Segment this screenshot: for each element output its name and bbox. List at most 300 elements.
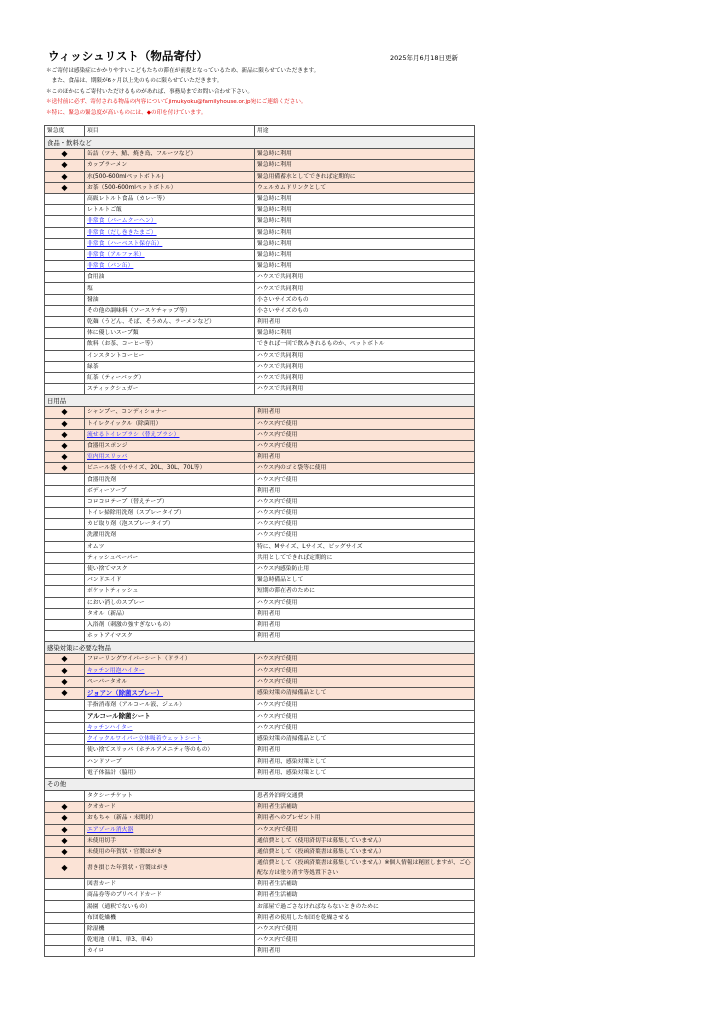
table-row	[45, 508, 475, 519]
item-cell	[85, 407, 255, 418]
item-name: レトルトご飯	[87, 207, 122, 214]
item-cell	[85, 227, 255, 238]
table-row	[45, 687, 475, 699]
urgency-cell	[45, 767, 85, 778]
item-name: トイレクイックル（除菌用）	[87, 420, 162, 427]
urgency-cell	[45, 193, 85, 204]
urgency-cell	[45, 631, 85, 642]
urgency-cell	[45, 328, 85, 339]
item-name: ビニール袋（小サイズ、20L、30L、70L等）	[87, 465, 206, 472]
urgency-diamond-icon: ◆	[45, 665, 85, 676]
table-row	[45, 238, 475, 249]
item-cell	[85, 339, 255, 350]
urgency-diamond-icon: ◆	[45, 149, 85, 160]
table-row	[45, 305, 475, 316]
category-label: 感染対策に必要な物品	[45, 642, 475, 654]
urgency-cell	[45, 530, 85, 541]
table-row	[45, 586, 475, 597]
item-cell	[85, 597, 255, 608]
urgency-cell	[45, 361, 85, 372]
urgency-cell	[45, 890, 85, 901]
item-name: 除湿機	[87, 925, 105, 932]
table-row	[45, 901, 475, 912]
item-cell	[85, 687, 255, 699]
item-cell	[85, 272, 255, 283]
item-name: 手指消毒剤（アルコール液、ジェル）	[87, 701, 186, 708]
note-line: ＊送付前に必ず、寄付される物品の内容についてjimukyoku@familyhouse.or.jp宛にご連絡ください。	[46, 99, 307, 106]
item-link[interactable]: 室内用スリッパ	[87, 454, 128, 461]
category-label: その他	[45, 778, 475, 790]
use-cell: ハウス内で使用	[255, 496, 475, 507]
urgency-cell	[45, 619, 85, 630]
item-cell	[85, 563, 255, 574]
item-name: 洗濯用洗剤	[87, 532, 116, 539]
table-row	[45, 790, 475, 801]
urgency-diamond-icon: ◆	[45, 452, 85, 463]
urgency-cell	[45, 586, 85, 597]
urgency-diamond-icon: ◆	[45, 407, 85, 418]
item-cell	[85, 575, 255, 586]
urgency-diamond-icon: ◆	[45, 813, 85, 824]
urgency-diamond-icon: ◆	[45, 824, 85, 835]
item-name: 塩	[87, 285, 93, 292]
item-cell	[85, 317, 255, 328]
item-name: ハンドソープ	[87, 758, 122, 765]
table-row	[45, 407, 475, 418]
item-name: におい消しのスプレー	[87, 599, 145, 606]
table-row	[45, 835, 475, 846]
urgency-diamond-icon: ◆	[45, 429, 85, 440]
item-cell	[85, 631, 255, 642]
item-cell	[85, 508, 255, 519]
use-cell: ハウス内で使用	[255, 665, 475, 676]
use-cell: ハウスで共同利用	[255, 272, 475, 283]
item-cell	[85, 440, 255, 451]
item-name: 入浴剤（刺激の強すぎないもの）	[87, 621, 174, 628]
use-cell: 共用としてできれば定期的に	[255, 552, 475, 563]
urgency-cell	[45, 485, 85, 496]
item-name: 高級レトルト食品（カレー等）	[87, 196, 169, 203]
urgency-cell	[45, 901, 85, 912]
urgency-cell	[45, 946, 85, 957]
table-row	[45, 879, 475, 890]
item-link[interactable]: キッチンハイター	[87, 725, 133, 732]
table-row	[45, 227, 475, 238]
table-row	[45, 676, 475, 687]
urgency-diamond-icon: ◆	[45, 160, 85, 171]
note-line: ＊ご寄付は感染症にかかりやすいこどもたちの滞在が前提となっているため、新品に限らせていただきます。	[46, 68, 320, 74]
table-row	[45, 171, 475, 182]
table-row	[45, 328, 475, 339]
use-cell: 小さいサイズのもの	[255, 294, 475, 305]
item-cell	[85, 519, 255, 530]
table-row	[45, 912, 475, 923]
item-name: 書き損じた年賀状・官製はがき	[87, 865, 169, 872]
use-cell: 利用者生活補助	[255, 802, 475, 813]
urgency-cell	[45, 317, 85, 328]
table-row	[45, 654, 475, 665]
use-cell: 緊急時に利用	[255, 149, 475, 160]
use-cell: できれば一回で飲みきれるものか、ペットボトル	[255, 339, 475, 350]
item-cell	[85, 586, 255, 597]
use-cell: ハウス内で使用	[255, 923, 475, 934]
item-name: 使い捨てマスク	[87, 566, 128, 573]
table-row	[45, 440, 475, 451]
use-cell: 緊急用備蓄水としてできれば定期的に	[255, 171, 475, 182]
use-cell: 緊急時に利用	[255, 160, 475, 171]
use-cell: ハウス内で使用	[255, 935, 475, 946]
table-row	[45, 619, 475, 630]
item-cell	[85, 756, 255, 767]
category-row	[45, 642, 475, 654]
table-row	[45, 149, 475, 160]
use-cell: ハウス内で使用	[255, 440, 475, 451]
item-cell	[85, 946, 255, 957]
item-cell	[85, 723, 255, 734]
use-cell: ハウス内で使用	[255, 699, 475, 710]
table-row	[45, 429, 475, 440]
use-cell: ハウス内のゴミ袋等に使用	[255, 463, 475, 474]
item-cell	[85, 879, 255, 890]
urgency-cell	[45, 923, 85, 934]
urgency-cell	[45, 238, 85, 249]
item-link[interactable]: エアゾール消火器	[87, 826, 134, 833]
category-label: 食品・飲料など	[45, 137, 475, 149]
table-row	[45, 339, 475, 350]
item-link[interactable]: 非常食（パン缶）	[87, 263, 134, 270]
item-cell	[85, 372, 255, 383]
item-cell	[85, 901, 255, 912]
item-link[interactable]: キッチン用泡ハイター	[87, 667, 145, 674]
table-row	[45, 846, 475, 857]
item-cell	[85, 935, 255, 946]
item-name: 乾麺（うどん、そば、そうめん、ラーメンなど）	[87, 319, 215, 326]
item-name: 緑茶	[87, 363, 99, 370]
use-cell: ハウス内で使用	[255, 429, 475, 440]
table-row	[45, 608, 475, 619]
item-link[interactable]: 非常食（ハーベスト保存缶）	[87, 240, 163, 247]
table-row	[45, 317, 475, 328]
urgency-diamond-icon: ◆	[45, 182, 85, 193]
use-cell: 利用者用	[255, 631, 475, 642]
table-header	[45, 126, 475, 137]
urgency-cell	[45, 305, 85, 316]
item-cell	[85, 813, 255, 824]
urgency-diamond-icon: ◆	[45, 171, 85, 182]
item-cell	[85, 328, 255, 339]
urgency-cell	[45, 745, 85, 756]
table-row	[45, 519, 475, 530]
table-row	[45, 485, 475, 496]
table-row	[45, 418, 475, 429]
item-name: アルコール除菌シート	[87, 712, 151, 720]
table-row	[45, 249, 475, 260]
table-row	[45, 552, 475, 563]
use-cell: ハウス内で使用	[255, 676, 475, 687]
item-link[interactable]: 非常食（バームクーヘン）	[87, 218, 157, 225]
table-row	[45, 272, 475, 283]
table-row	[45, 935, 475, 946]
use-cell: ハウス内で使用	[255, 597, 475, 608]
item-name: 商品券等のプリペイドカード	[87, 892, 162, 899]
item-cell	[85, 384, 255, 395]
item-cell	[85, 463, 255, 474]
table-row	[45, 193, 475, 204]
use-cell: 利用者用	[255, 407, 475, 418]
item-cell	[85, 923, 255, 934]
item-name: ティッシュペーパー	[87, 554, 139, 561]
category-row	[45, 778, 475, 790]
use-cell: 通信費として（使用済切手は募集していません）	[255, 835, 475, 846]
item-cell	[85, 216, 255, 227]
item-name: 電子体温計（脇用）	[87, 769, 140, 776]
use-cell: 利用者用、感染対策として	[255, 756, 475, 767]
use-cell: ハウス内で使用	[255, 723, 475, 734]
item-cell	[85, 912, 255, 923]
item-cell	[85, 858, 255, 879]
urgency-diamond-icon: ◆	[45, 654, 85, 665]
item-cell	[85, 530, 255, 541]
item-link[interactable]: 非常食（アルファ米）	[87, 251, 145, 258]
item-name: 食器用洗剤	[87, 476, 116, 483]
table-row	[45, 384, 475, 395]
item-cell	[85, 619, 255, 630]
item-name: コロコロテープ（替えテープ）	[87, 498, 168, 505]
use-cell: ハウスで共同利用	[255, 283, 475, 294]
table-row	[45, 294, 475, 305]
urgency-cell	[45, 216, 85, 227]
table-row	[45, 756, 475, 767]
table-row	[45, 361, 475, 372]
use-cell: 特に、Mサイズ、Lサイズ、ビッグサイズ	[255, 541, 475, 552]
item-cell	[85, 238, 255, 249]
item-cell	[85, 496, 255, 507]
item-cell	[85, 418, 255, 429]
item-name: バンドエイド	[87, 577, 122, 584]
table-row	[45, 474, 475, 485]
use-cell: ハウス内で使用	[255, 824, 475, 835]
item-name: タクシーチケット	[87, 793, 133, 800]
table-row	[45, 283, 475, 294]
table-row	[45, 665, 475, 676]
item-cell	[85, 474, 255, 485]
use-cell: 利用者用	[255, 745, 475, 756]
use-cell: ハウス内で使用	[255, 508, 475, 519]
item-cell	[85, 654, 255, 665]
urgency-cell	[45, 519, 85, 530]
urgency-cell	[45, 790, 85, 801]
item-cell	[85, 361, 255, 372]
use-cell: ハウスで共同利用	[255, 372, 475, 383]
item-name: フローリングワイパーシート（ドライ）	[87, 656, 191, 663]
item-cell	[85, 745, 255, 756]
note-line: また、食品は、期限が6ヶ月以上先のものに限らせていただきます。	[46, 78, 223, 85]
note-line: ＊特に、緊急の緊急度が高いものには、◆の印を付けています。	[46, 109, 207, 116]
urgency-cell	[45, 496, 85, 507]
use-cell: 小さいサイズのもの	[255, 305, 475, 316]
use-cell: 感染対策の清掃備品として	[255, 687, 475, 699]
item-cell	[85, 835, 255, 846]
use-cell: お部屋で過ごさなければならないときのために	[255, 901, 475, 912]
category-label: 日用品	[45, 395, 475, 407]
item-name: 紅茶（ティーバッグ）	[87, 375, 145, 382]
urgency-diamond-icon: ◆	[45, 440, 85, 451]
table-row	[45, 530, 475, 541]
item-name: 食用油	[87, 274, 105, 281]
item-cell	[85, 205, 255, 216]
urgency-diamond-icon: ◆	[45, 858, 85, 879]
item-name: カビ取り剤（泡スプレータイプ）	[87, 521, 174, 528]
item-name: 缶詰（ツナ、鯖、焼き鳥、フルーツなど）	[87, 151, 197, 158]
item-link[interactable]: ジョアン（除菌スプレー）	[87, 688, 164, 697]
table-row	[45, 813, 475, 824]
table-row	[45, 767, 475, 778]
item-cell	[85, 283, 255, 294]
item-cell	[85, 552, 255, 563]
use-cell: ハウスで共同利用	[255, 350, 475, 361]
item-name: 乾電池（単1、単3、単4）	[87, 937, 157, 944]
use-cell: 緊急時に利用	[255, 328, 475, 339]
urgency-cell	[45, 372, 85, 383]
use-cell: ハウス内で使用	[255, 654, 475, 665]
use-cell: 通信費として（投函済葉書は募集していません）	[255, 846, 475, 857]
urgency-cell	[45, 541, 85, 552]
item-name: お茶（500-600mlペットボトル）	[87, 184, 177, 191]
table-row	[45, 723, 475, 734]
use-cell: 利用者用、感染対策として	[255, 767, 475, 778]
use-cell: 感染対策の清掃備品として	[255, 734, 475, 745]
use-cell: ハウス内で使用	[255, 519, 475, 530]
use-cell: ハウス内で使用	[255, 418, 475, 429]
urgency-diamond-icon: ◆	[45, 846, 85, 857]
item-cell	[85, 350, 255, 361]
table-row	[45, 261, 475, 272]
item-cell	[85, 429, 255, 440]
item-cell	[85, 249, 255, 260]
page-title: ウィッシュリスト（物品寄付）	[48, 49, 208, 63]
item-cell	[85, 699, 255, 710]
table-row	[45, 699, 475, 710]
urgency-cell	[45, 699, 85, 710]
item-cell	[85, 149, 255, 160]
item-name: ペーパータオル	[87, 678, 128, 685]
urgency-cell	[45, 227, 85, 238]
table-row	[45, 350, 475, 361]
item-name: 食器用スポンジ	[87, 442, 128, 449]
urgency-cell	[45, 552, 85, 563]
use-cell: 緊急時に利用	[255, 238, 475, 249]
table-row	[45, 824, 475, 835]
column-header: 項目	[85, 126, 255, 137]
table-row	[45, 205, 475, 216]
item-cell	[85, 846, 255, 857]
urgency-cell	[45, 339, 85, 350]
urgency-diamond-icon: ◆	[45, 802, 85, 813]
item-name: おもちゃ（新品・未開封）	[87, 815, 157, 822]
item-name: シャンプー、コンディショナー	[87, 409, 168, 416]
item-cell	[85, 485, 255, 496]
item-link[interactable]: 流せるトイレブラシ（替えブラシ）	[87, 431, 180, 438]
use-cell: ハウス内感染防止用	[255, 563, 475, 574]
table-row	[45, 802, 475, 813]
urgency-cell	[45, 563, 85, 574]
urgency-diamond-icon: ◆	[45, 835, 85, 846]
use-cell: 利用者用	[255, 485, 475, 496]
urgency-cell	[45, 294, 85, 305]
item-link[interactable]: 非常食（だし巻きたまご）	[87, 229, 157, 236]
urgency-cell	[45, 597, 85, 608]
table-row	[45, 631, 475, 642]
urgency-cell	[45, 272, 85, 283]
item-name: カイロ	[87, 948, 105, 955]
item-name: 飲料（お茶、コーヒー等）	[87, 341, 157, 348]
urgency-diamond-icon: ◆	[45, 676, 85, 687]
item-name: 布団乾燥機	[87, 914, 116, 921]
table-row	[45, 745, 475, 756]
urgency-cell	[45, 474, 85, 485]
item-cell	[85, 160, 255, 171]
urgency-cell	[45, 508, 85, 519]
urgency-cell	[45, 756, 85, 767]
urgency-diamond-icon: ◆	[45, 463, 85, 474]
wishlist-table	[44, 125, 475, 957]
item-name: スティックシュガー	[87, 386, 139, 393]
table-row	[45, 597, 475, 608]
urgency-diamond-icon: ◆	[45, 687, 85, 699]
item-name: クオカード	[87, 804, 116, 811]
item-name: インスタントコーヒー	[87, 352, 145, 359]
table-row	[45, 711, 475, 723]
item-name: カップラーメン	[87, 162, 128, 169]
urgency-cell	[45, 879, 85, 890]
table-row	[45, 496, 475, 507]
item-cell	[85, 182, 255, 193]
item-name: 醤油	[87, 296, 99, 303]
item-name: タオル（新品）	[87, 610, 128, 617]
table-row	[45, 575, 475, 586]
use-cell: 利用者用	[255, 946, 475, 957]
item-cell	[85, 790, 255, 801]
urgency-cell	[45, 384, 85, 395]
item-name: 図書カード	[87, 881, 116, 888]
item-cell	[85, 665, 255, 676]
urgency-cell	[45, 734, 85, 745]
item-cell	[85, 767, 255, 778]
urgency-cell	[45, 261, 85, 272]
item-cell	[85, 294, 255, 305]
item-cell	[85, 193, 255, 204]
urgency-cell	[45, 350, 85, 361]
notes-block	[46, 66, 319, 118]
item-name: 体に優しいスープ類	[87, 330, 139, 337]
category-row	[45, 137, 475, 149]
use-cell: ハウス内で使用	[255, 530, 475, 541]
use-cell: 利用者へのプレゼント用	[255, 813, 475, 824]
table-row	[45, 734, 475, 745]
item-name: 水(500-600mlペットボトル)	[87, 173, 164, 180]
item-link[interactable]: クイックルワイパー立体吸着ウェットシート	[87, 736, 202, 743]
table-row	[45, 890, 475, 901]
use-cell: ハウス内で使用	[255, 711, 475, 723]
use-cell: ハウスで共同利用	[255, 361, 475, 372]
item-cell	[85, 541, 255, 552]
use-cell: ハウスで共同利用	[255, 384, 475, 395]
use-cell: 緊急時に利用	[255, 205, 475, 216]
item-name: オムツ	[87, 543, 105, 550]
urgency-diamond-icon: ◆	[45, 418, 85, 429]
item-cell	[85, 890, 255, 901]
use-cell: 利用者用	[255, 317, 475, 328]
